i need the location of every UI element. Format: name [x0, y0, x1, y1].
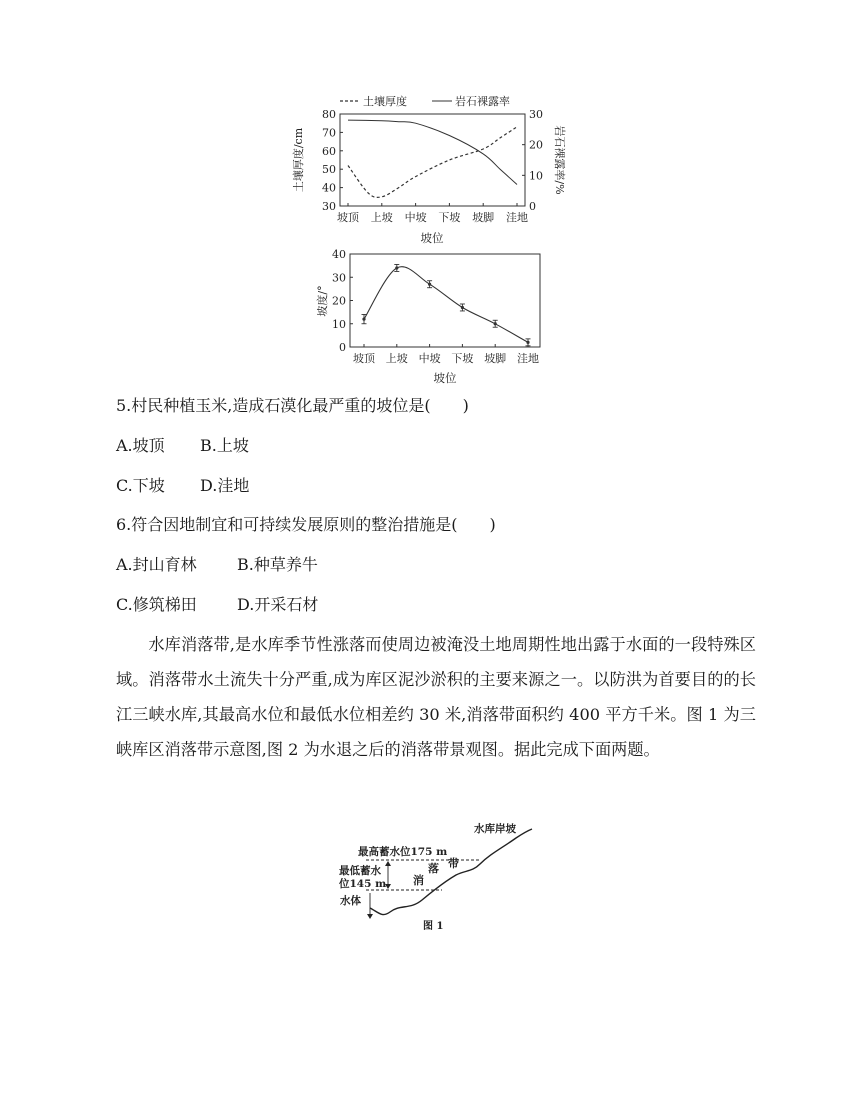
chart1-right-tick-label: 30 [529, 108, 543, 121]
chart1-ylabel: 土壤厚度/cm [292, 127, 305, 193]
chart1-left-tick-label: 30 [322, 200, 336, 213]
passage-text: 水库消落带,是水库季节性涨落而使周边被淹没土地周期性地出露于水面的一段特殊区域。消落带水土流失十分严重,成为库区泥沙淤积的主要来源之一。以防洪为首要目的的长江三峡水库,其最高水位和最低水位相差约 30 米,消落带面积约 400 平方千米。图 1 为三峡库区消落带示意图,图 2 为水退之后的消落带景观图。据此完成下面两题。 [116, 635, 756, 759]
chart1-left-tick-label: 50 [322, 163, 336, 177]
zone-char-1: 消 [413, 874, 424, 887]
passage [116, 627, 756, 767]
chart2-xlabel: 坡位 [433, 371, 457, 385]
chart1-y2label: 岩石裸露率/% [553, 125, 566, 195]
zone-char-2: 落 [428, 862, 439, 875]
soil-thickness-line [348, 127, 517, 197]
water-arrow-down [367, 914, 373, 919]
chart1-right-tick-label: 0 [529, 200, 536, 213]
q5-option-d: D.洼地 [200, 476, 250, 495]
chart1-x-tick-label: 坡顶 [337, 211, 359, 224]
chart1-xlabel: 坡位 [420, 231, 444, 245]
q5-option-a: A.坡顶 [116, 436, 165, 455]
chart1-left-tick-label: 40 [322, 181, 336, 195]
slope-point [526, 341, 529, 344]
slope-point [461, 306, 464, 309]
question-6-stem: 6.符合因地制宜和可持续发展原则的整治措施是( ) [116, 515, 496, 534]
label-high-water: 最高蓄水位175 m [358, 846, 448, 858]
question-5-stem: 5.村民种植玉米,造成石漠化最严重的坡位是( ) [116, 396, 469, 415]
zone-char-3: 带 [448, 857, 459, 870]
chart2-y-tick-label: 20 [332, 294, 346, 308]
slope-point [362, 318, 365, 321]
slope-point [494, 322, 497, 325]
label-water-body: 水体 [340, 895, 361, 907]
label-shore: 水库岸坡 [474, 823, 516, 835]
chart2-y-tick-label: 30 [332, 271, 346, 285]
q6-option-a: A.封山育林 [116, 555, 197, 574]
chart1-left-tick-label: 80 [322, 108, 336, 121]
figure-1-caption: 图 1 [423, 921, 444, 932]
chart2-x-tick-label: 中坡 [418, 352, 441, 365]
chart2-y-tick-label: 10 [332, 317, 346, 331]
chart2-x-tick-label: 下坡 [451, 352, 474, 365]
chart1-left-tick-label: 70 [322, 126, 336, 140]
chart2-y-tick-label: 0 [339, 341, 346, 354]
chart1-left-tick-label: 60 [322, 144, 336, 158]
chart1-x-tick-label: 下坡 [438, 211, 461, 224]
chart1-x-tick-label: 中坡 [404, 211, 427, 224]
q5-option-b: B.上坡 [200, 436, 249, 455]
rock-exposure-line [348, 120, 517, 184]
slope-chart [300, 246, 560, 388]
q6-option-b: B.种草养牛 [237, 555, 318, 574]
slope-point [428, 283, 431, 286]
chart1-x-tick-label: 上坡 [370, 211, 393, 224]
chart2-ylabel: 坡度/° [316, 285, 329, 317]
chart1-right-tick-label: 10 [529, 169, 543, 183]
q6-option-d: D.开采石材 [237, 595, 319, 614]
label-low-water-2: 位145 m [339, 878, 387, 890]
chart1-legend [340, 94, 510, 108]
chart2-x-tick-label: 坡顶 [353, 352, 375, 365]
chart2-points [362, 264, 531, 345]
chart2-x-tick-label: 上坡 [385, 352, 408, 365]
slope-line [364, 267, 528, 343]
chart1-x-tick-label: 洼地 [506, 211, 528, 224]
slope-point [395, 266, 398, 269]
label-low-water-1: 最低蓄水 [339, 865, 381, 877]
q5-option-c: C.下坡 [116, 476, 165, 495]
soil-rock-chart [280, 92, 580, 252]
chart1-x-tick-label: 坡脚 [472, 211, 495, 224]
legend-soil-label: 土壤厚度 [363, 95, 407, 108]
chart2-y-tick-label: 40 [332, 248, 346, 261]
q6-option-c: C.修筑梯田 [116, 595, 197, 614]
chart1-right-tick-label: 20 [529, 138, 543, 152]
range-arrow-up [385, 861, 391, 866]
shore-slope-line [370, 829, 532, 915]
legend-rock-label: 岩石裸露率 [455, 95, 510, 108]
chart2-x-tick-label: 洼地 [517, 352, 539, 365]
figure-1-diagram [330, 820, 540, 935]
chart2-x-tick-label: 坡脚 [484, 352, 507, 365]
